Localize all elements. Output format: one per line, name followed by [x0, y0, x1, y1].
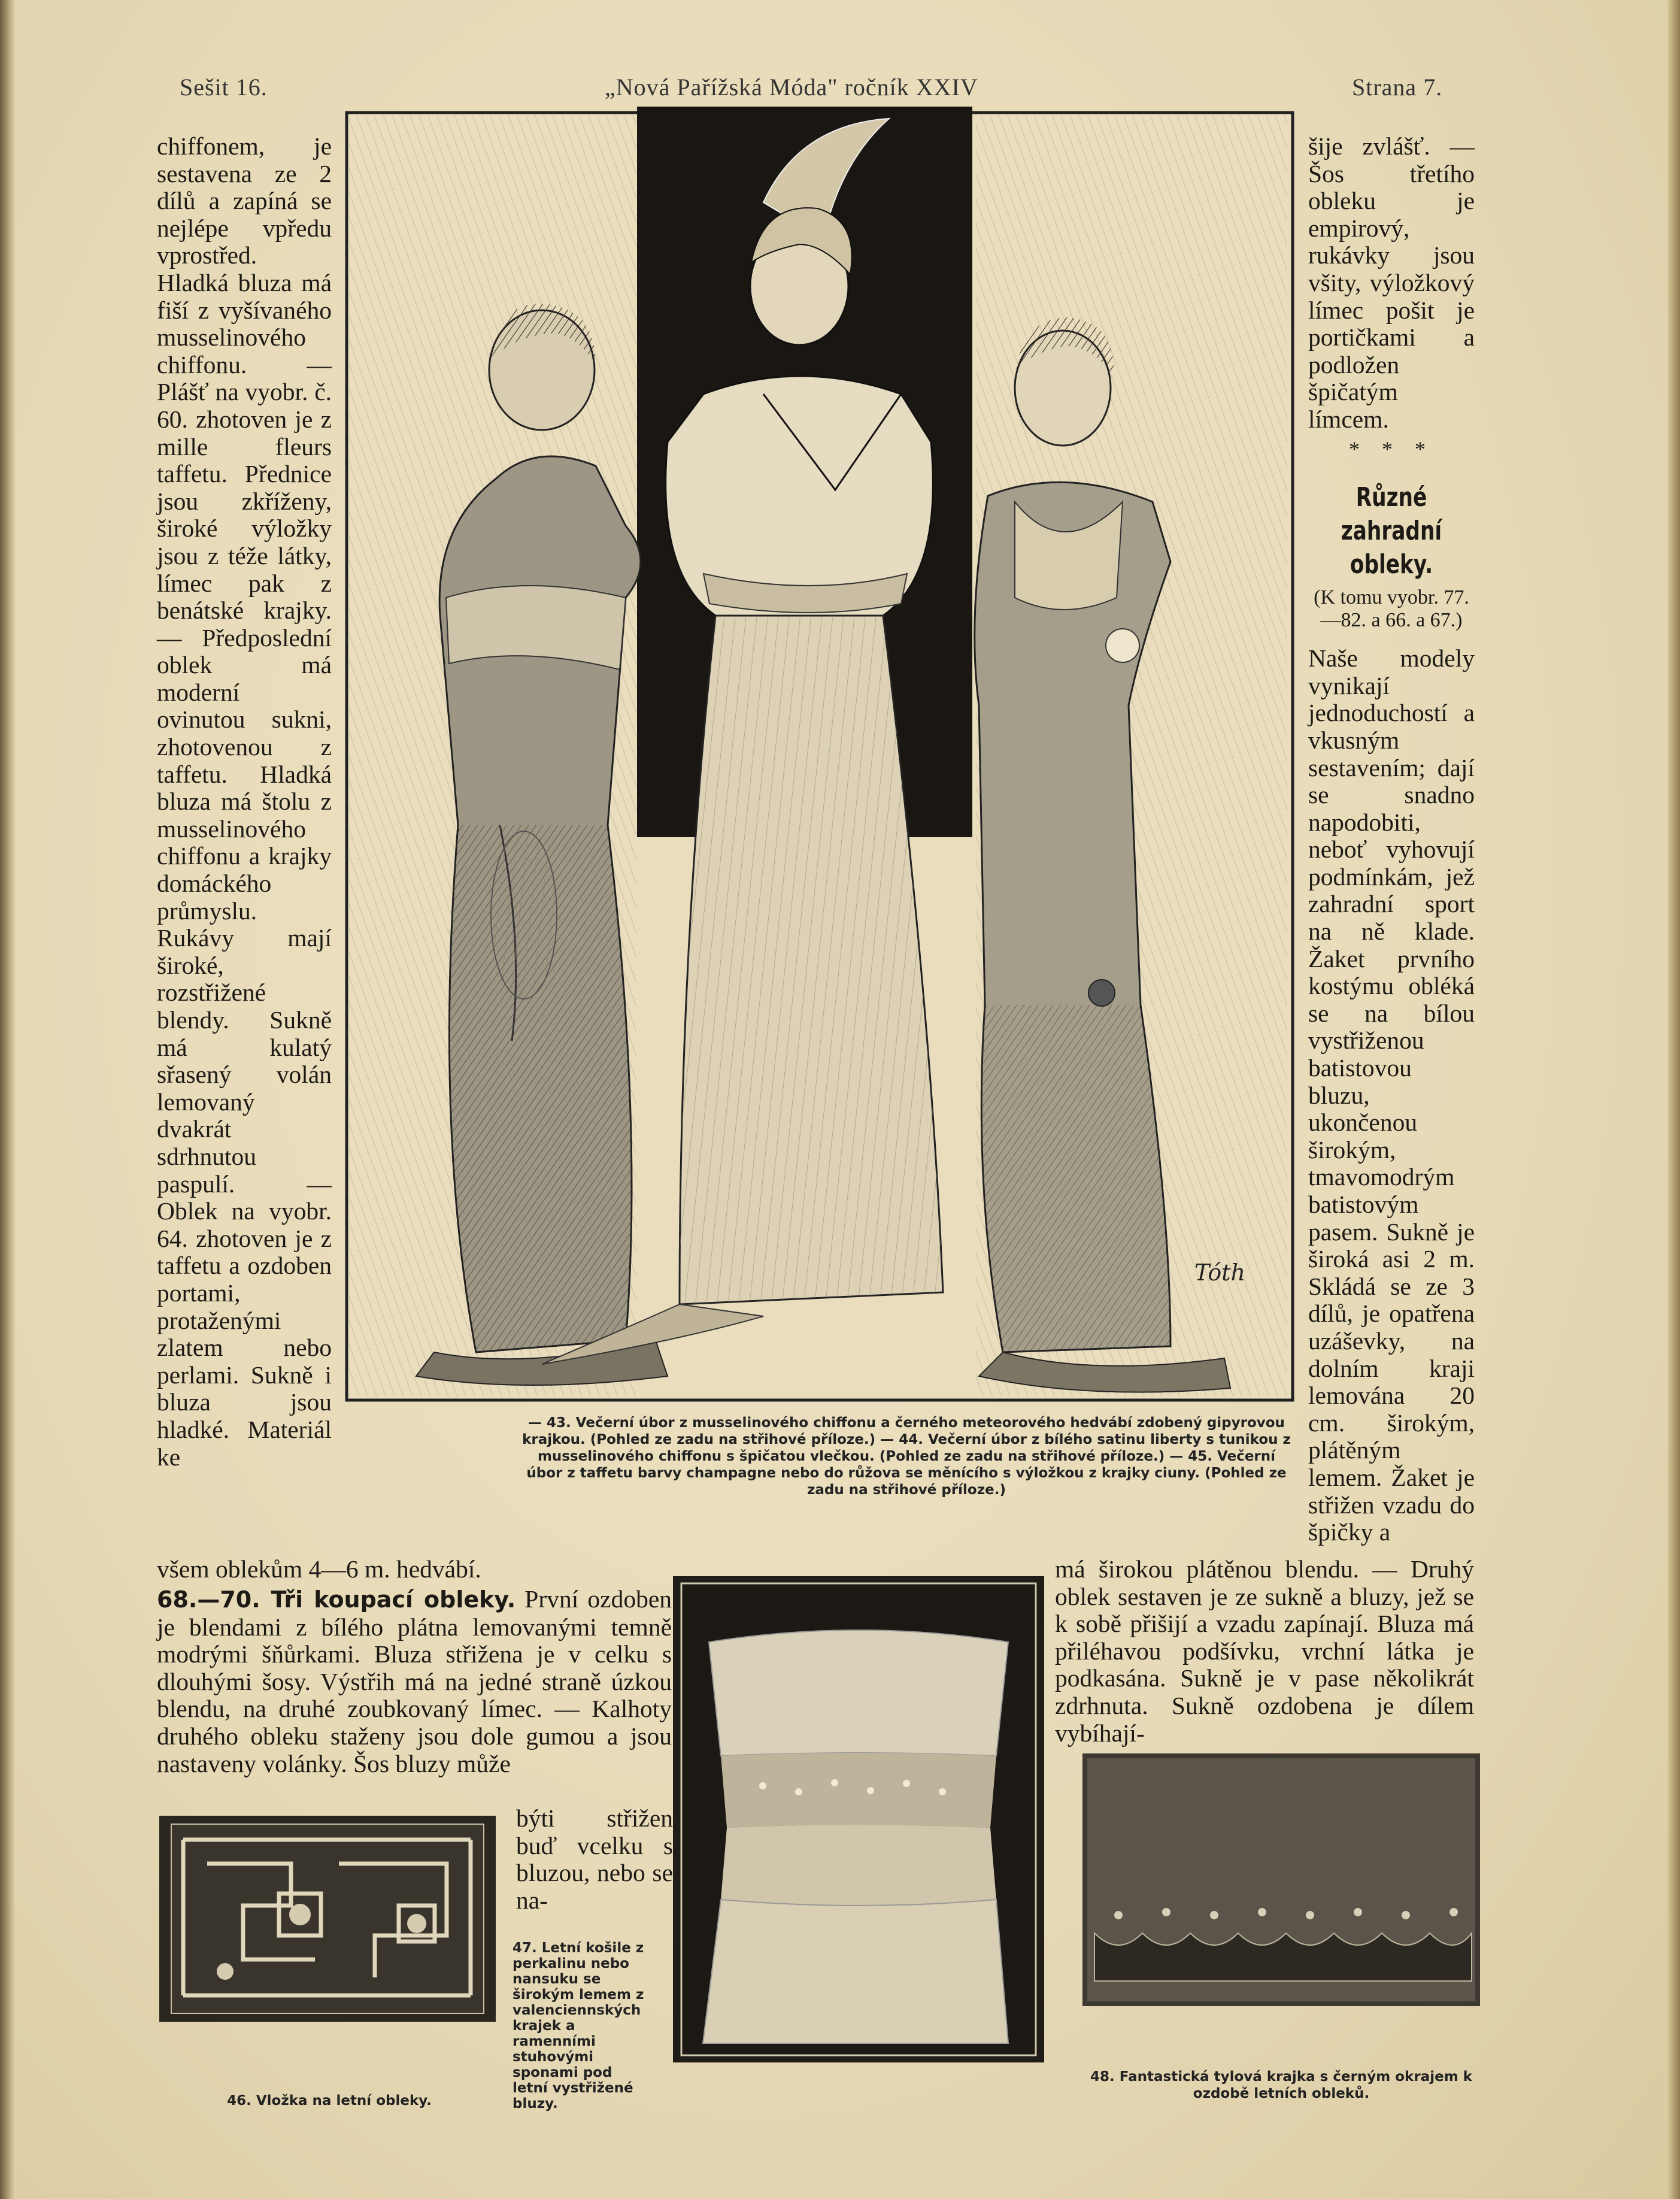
- right-column-intro: šije zvlášť. — Šos třetího obleku je empirový, rukávky jsou všity, výložkový límec pošit je portičkami a podložen špičatým límcem.: [1308, 132, 1475, 433]
- bathing-suits-text: První ozdoben je blendami z bílého plátna lemovanými temně modrými šňůrkami. Bluza střižena je v celku s dlouhými šosy. Výstřih má na jedné straně úzkou blendu, na druhé zoubkovaný límec. — Kalhoty druhého obleku staženy jsou dole gumou a jsou nastaveny volánky. Šos bluzy může: [157, 1585, 672, 1777]
- left-column-continuation: všem oblekům 4—6 m. hedvábí.: [157, 1555, 481, 1583]
- issue-number: Sešit 16.: [180, 74, 268, 101]
- figure-47-chemise-photo: [673, 1576, 1044, 2062]
- bathing-suits-continuation: býti střižen buď vcelku s bluzou, nebo se na-: [516, 1804, 673, 1914]
- section-heading-line2: obleky.: [1350, 549, 1433, 580]
- section-separator-stars: * * *: [1349, 437, 1434, 461]
- bathing-suits-paragraph: [157, 1586, 672, 1777]
- figure-46-lace-insert-photo: [159, 1816, 496, 2022]
- section-body-text: Naše modely vynikají jednoduchostí a vkusným sestavením; dají se snadno napodobiti, neboť vyhovují podmínkám, jež zahradní sport na ně klade. Žaket prvního kostýmu obléká se na bílou vystřiženou batistovou bluzu, ukončenou širokým, tmavomodrým batistovým pasem. Sukně je široká asi 2 m. Skládá se ze 3 dílů, je opatřena uzáševky, na dolním kraji lemována 20 cm. širokým, plátěným lemem. Žaket je střižen vzadu do špičky a: [1308, 644, 1475, 1546]
- page-right-edge: [1668, 0, 1680, 2199]
- figure-46-caption: 46. Vložka na letní obleky.: [227, 2093, 432, 2109]
- main-figure-caption: — 43. Večerní úbor z musselinového chiffonu a černého meteorového hedvábí zdobený gipyrovou krajkou. (Pohled ze zadu na střihové příloze.) — 44. Večerní úbor z bílého satinu liberty s tunikou z musselinového chiffonu s špičatou vlečkou. (Pohled ze zadu na střihové příloze.) — 45. Večerní úbor z taffetu barvy champagne nebo do růžova se měnícího s výložkou z krajky ciuny. (Pohled ze zadu na střihové příloze.): [522, 1415, 1291, 1498]
- left-column-paragraph: chiffonem, je sestavena ze 2 dílů a zapíná se nejlépe vpředu vprostřed. Hladká bluza má fiší z vyšívaného musselinového chiffonu. — Plášť na vyobr. č. 60. zhotoven je z mille fleurs taffetu. Přednice jsou zkříženy, široké výložky jsou z téže látky, límec pak z benátské krajky. — Předposlední oblek má moderní ovinutou sukni, zhotovenou z taffetu. Hladká bluza má štolu z musselinového chiffonu a krajky domáckého průmyslu. Rukávy mají široké, rozstřižené blendy. Sukně má kulatý sřasený volán lemovaný dvakrát sdrhnutou paspulí. — Oblek na vyobr. 64. zhotoven je z taffetu a ozdoben portami, protaženými zlatem nebo perlami. Sukně i bluza jsou hladké. Materiál ke: [157, 132, 332, 1471]
- section-heading: [1327, 481, 1457, 581]
- page-number: Strana 7.: [1352, 74, 1443, 101]
- garden-suits-continuation: má širokou plátěnou blendu. — Druhý oblek sestaven je ze sukně a bluzy, jež se k sobě přišijí a vzadu zapínají. Bluza má přiléhavou podšívku, vrchní látka je podkasána. Sukně je v pase několikrát zdrhnuta. Sukně ozdobena je dílem vybíhají-: [1055, 1555, 1474, 1747]
- left-text-column: [157, 133, 332, 1471]
- page-binding-edge: [0, 0, 16, 2199]
- magazine-title: „Nová Pařížská Móda" ročník XXIV: [605, 74, 978, 101]
- figure-47-caption: 47. Letní košile z perkalinu nebo nansuku se širokým lemem z valenciennských krajek a ramenními stuhovými sponami pod letní vystřižené bluzy.: [513, 1940, 644, 2112]
- bathing-suits-title: 68.—70. Tři koupací obleky.: [157, 1586, 516, 1613]
- figure-48-caption: 48. Fantastická tylová krajka s černým okrajem k ozdobě letních obleků.: [1090, 2069, 1472, 2101]
- right-text-column: [1308, 133, 1475, 1546]
- evening-gowns-illustration: [344, 107, 1296, 1406]
- section-heading-line1: Různé zahradní: [1341, 482, 1442, 547]
- figure-48-tulle-lace-photo: [1082, 1753, 1480, 2006]
- artist-signature: Tóth: [1194, 1259, 1246, 1286]
- section-figure-reference: (K tomu vyobr. 77.—82. a 66. a 67.): [1314, 586, 1469, 632]
